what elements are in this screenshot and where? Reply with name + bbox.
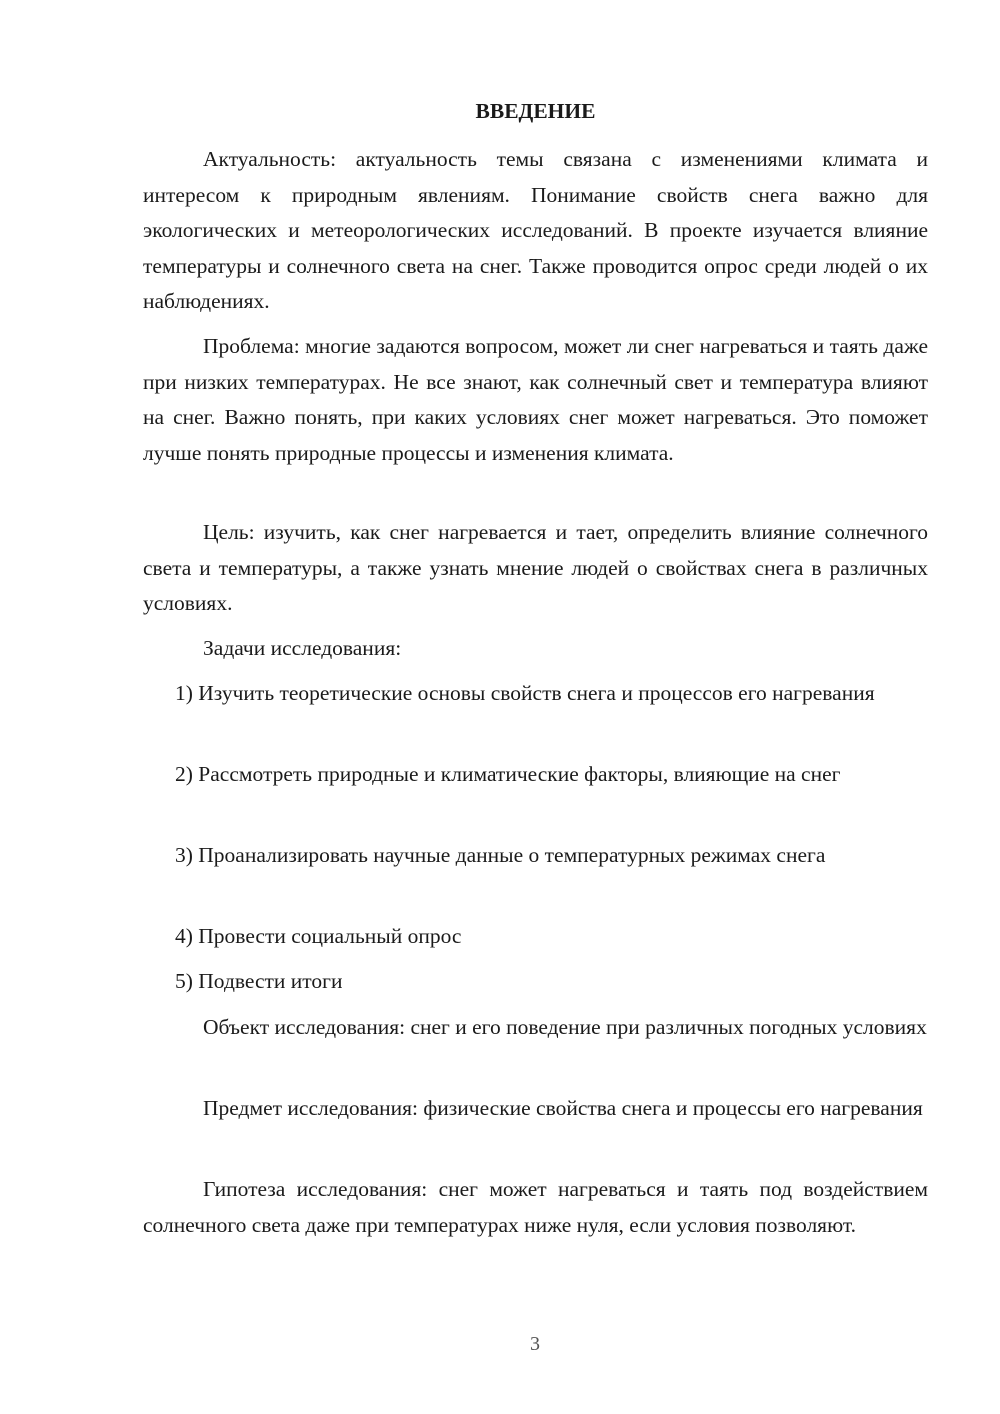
relevance-paragraph: Актуальность: актуальность темы связана с изменениями климата и интересом к природным явлениям. Понимание свойств снега важно для экологических и метеорологических исследований. В проекте изучается влияние температуры и солнечного света на снег. Также проводится опрос среди людей о их наблюдениях. [143,147,928,313]
task-item-4: 4) Провести социальный опрос [175,924,462,948]
subject-paragraph: Предмет исследования: физические свойства снега и процессы его нагревания [203,1096,923,1120]
page-number: 3 [530,1333,540,1355]
section-title: ВВЕДЕНИЕ [475,99,596,123]
object-paragraph: Объект исследования: снег и его поведение при различных погодных условиях [203,1015,927,1039]
problem-paragraph: Проблема: многие задаются вопросом, может ли снег нагреваться и таять даже при низких температурах. Не все знают, как солнечный свет и температура влияют на снег. Важно понять, при каких условиях снег может нагреваться. Это поможет лучше понять природные процессы и изменения климата. [143,334,928,465]
task-item-5: 5) Подвести итоги [175,969,343,993]
task-item-3: 3) Проанализировать научные данные о температурных режимах снега [175,843,826,867]
tasks-heading: Задачи исследования: [203,636,402,660]
task-item-1: 1) Изучить теоретические основы свойств снега и процессов его нагревания [175,681,875,705]
hypothesis-paragraph: Гипотеза исследования: снег может нагреваться и таять под воздействием солнечного света даже при температурах ниже нуля, если условия позволяют. [143,1177,928,1237]
task-item-2: 2) Рассмотреть природные и климатические факторы, влияющие на снег [175,762,841,786]
goal-paragraph: Цель: изучить, как снег нагревается и тает, определить влияние солнечного света и температуры, а также узнать мнение людей о свойствах снега в различных условиях. [143,520,928,615]
